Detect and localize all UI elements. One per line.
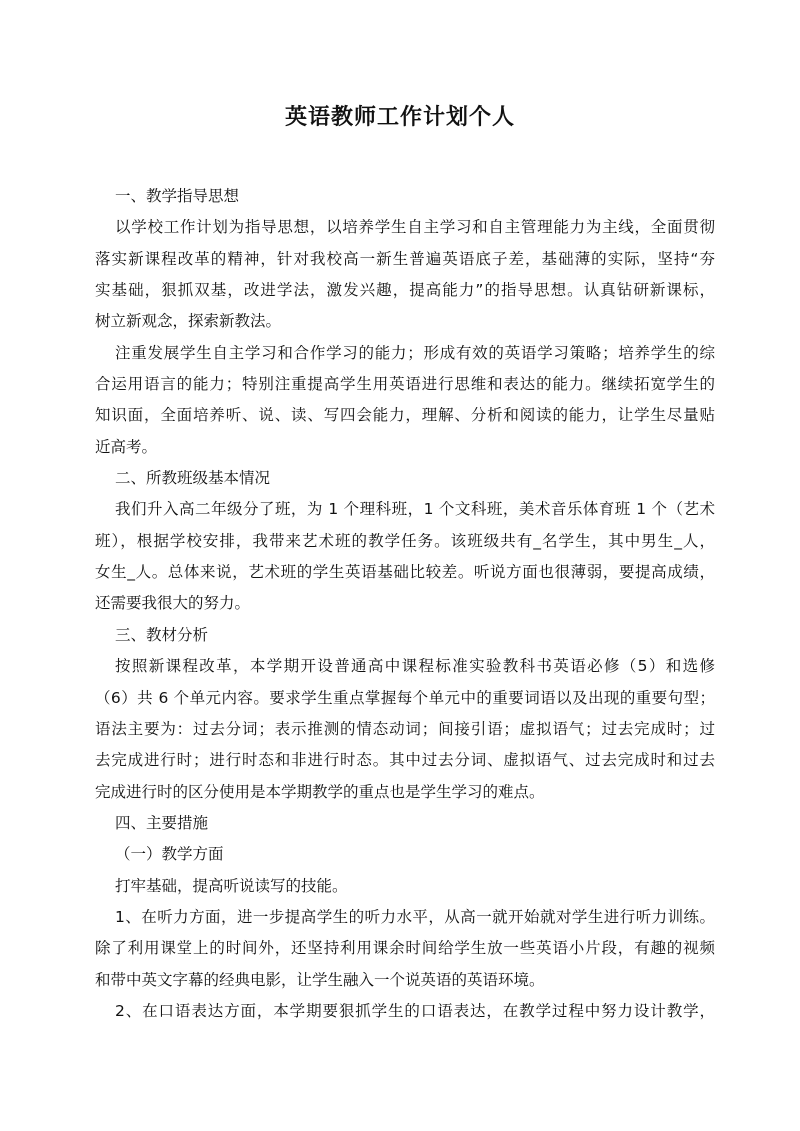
paragraph-line: 去完成进行时；进行时态和非进行时态。其中过去分词、虚拟语气、过去完成时和过去 (95, 751, 715, 770)
section-heading: 四、主要措施 (115, 813, 209, 832)
paragraph-line: 打牢基础，提高听说读写的技能。 (115, 876, 348, 895)
paragraph-line: 班），根据学校安排，我带来艺术班的教学任务。该班级共有_名学生，其中男生_人， (95, 531, 715, 550)
document-body (95, 181, 715, 1027)
paragraph-line: 合运用语言的能力；特别注重提高学生用英语进行思维和表达的能力。继续拓宽学生的 (95, 375, 715, 394)
paragraph-line: 完成进行时的区分使用是本学期教学的重点也是学生学习的难点。 (95, 782, 545, 801)
paragraph-line: 2、在口语表达方面，本学期要狠抓学生的口语表达，在教学过程中努力设计教学， (115, 1001, 715, 1020)
paragraph-line: 和带中英文字幕的经典电影，让学生融入一个说英语的英语环境。 (95, 970, 545, 989)
document-title: 英语教师工作计划个人 (284, 105, 515, 130)
paragraph-line: 落实新课程改革的精神，针对我校高一新生普遍英语底子差，基础薄的实际，坚持“夯 (95, 249, 715, 268)
paragraph-line: 注重发展学生自主学习和合作学习的能力；形成有效的英语学习策略；培养学生的综 (115, 343, 715, 362)
paragraph-line: 以学校工作计划为指导思想，以培养学生自主学习和自主管理能力为主线，全面贯彻 (115, 218, 715, 237)
paragraph-line: 树立新观念，探索新教法。 (95, 312, 282, 331)
section-heading: 二、所教班级基本情况 (115, 469, 271, 488)
paragraph-line: 除了利用课堂上的时间外，还坚持利用课余时间给学生放一些英语小片段，有趣的视频 (95, 939, 715, 958)
paragraph-line: 语法主要为：过去分词；表示推测的情态动词；间接引语；虚拟语气；过去完成时；过 (95, 719, 715, 738)
section-heading: 三、教材分析 (115, 625, 209, 644)
paragraph-line: 女生_人。总体来说，艺术班的学生英语基础比较差。听说方面也很薄弱，要提高成绩， (95, 563, 715, 582)
paragraph-line: 按照新课程改革，本学期开设普通高中课程标准实验教科书英语必修（5）和选修 (115, 657, 715, 676)
subsection-heading: （一）教学方面 (115, 845, 224, 864)
paragraph-line: 实基础，狠抓双基，改进学法，激发兴趣，提高能力”的指导思想。认真钻研新课标， (95, 281, 715, 300)
paragraph-line: （6）共 6 个单元内容。要求学生重点掌握每个单元中的重要词语以及出现的重要句型； (95, 688, 715, 707)
paragraph-line: 1、在听力方面，进一步提高学生的听力水平，从高一就开始就对学生进行听力训练。 (115, 907, 715, 926)
paragraph-line: 我们升入高二年级分了班，为 1 个理科班，1 个文科班，美术音乐体育班 1 个（艺术 (115, 500, 715, 519)
paragraph-line: 知识面，全面培养听、说、读、写四会能力，理解、分析和阅读的能力，让学生尽量贴 (95, 406, 715, 425)
paragraph-line: 近高考。 (95, 437, 158, 456)
paragraph-line: 还需要我很大的努力。 (95, 594, 251, 613)
section-heading: 一、教学指导思想 (115, 187, 240, 205)
